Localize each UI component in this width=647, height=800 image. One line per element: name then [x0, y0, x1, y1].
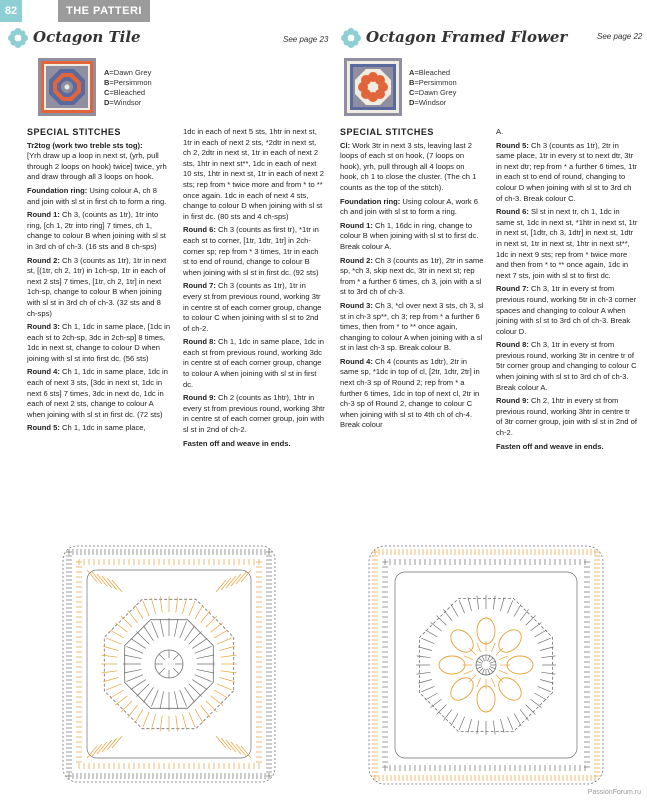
- instruction-text: Ch 2, 1htr in every st from previous round, working 3htr in centre tr of 3tr corner group, join with sl st in 2nd of ch-2.: [496, 396, 637, 438]
- instruction-label: Round 2:: [340, 255, 373, 265]
- left-see-page: See page 23: [283, 35, 329, 44]
- instruction-label: Round 3:: [27, 322, 60, 332]
- instruction-label: Round 7:: [496, 284, 529, 294]
- instruction-text: Ch 3 (counts as 1tr), 1tr in next st, [(1tr, ch 2, 1tr) in 1ch-sp, 1tr in each of next 2 sts] 7 times, [1tr, ch 2, 1tr] in next 1ch-sp, change to colour B when joining with sl st in 3rd ch of ch-3. (32 sts and 8 ch-sps): [27, 255, 167, 318]
- instruction-paragraph: [340, 357, 484, 431]
- right-pattern-title: Octagon Framed Flower: [366, 28, 568, 46]
- key-d: D=Windsor: [409, 98, 447, 107]
- flower-icon: [340, 27, 362, 49]
- inner-sts: [123, 618, 215, 710]
- frame-sts: [416, 595, 556, 735]
- instruction-label: Round 4:: [340, 356, 373, 366]
- instruction-text: Ch 3, 1tr in every st from previous round, working 3tr in centre tr of 5tr corner group and changing to colour C when joining with sl st to 3rd ch of ch-3. Break colour A.: [496, 340, 637, 392]
- instruction-text: Ch 3, 1tr in every st from previous round, working 5tr in ch-3 corner spaces and changing to colour A when joining with sl st to 3rd ch of ch-3. Break colour D.: [496, 284, 637, 336]
- left-instructions-col1: [27, 127, 171, 434]
- instruction-paragraph: [27, 210, 171, 252]
- instruction-label: Round 4:: [27, 367, 60, 377]
- instruction-label: Tr2tog (work two treble sts tog):: [27, 140, 143, 150]
- instruction-text: Ch 4 (counts as 1dtr), 2tr in same sp, *1dc in top of cl, [2tr, 1dtr, 2tr] in next ch-3 sp of Round 2; rep from * a further 6 times, 1dc in top of next cl, 2tr in ch-3 sp of Round 2, change to colour C when joining with sl st to 4th ch of ch-4. Break colour: [340, 356, 480, 430]
- instruction-paragraph: [27, 423, 171, 434]
- top-bar: [0, 0, 647, 22]
- key-a: A=Bleached: [409, 68, 451, 77]
- instruction-text: Ch 3, *cl over next 3 sts, ch 3, sl st in ch-3 sp**, ch 3; rep from * a further 6 times, then from * to ** once again, changing to colour A when joining with a sl st in last ch-3 sp. Break colour B.: [340, 300, 484, 353]
- instruction-paragraph: [27, 141, 171, 152]
- instruction-label: Round 1:: [340, 220, 373, 230]
- right-instructions-col1: [340, 127, 484, 431]
- outer-ticks: [66, 549, 272, 779]
- octagon-tile-swatch: [38, 58, 96, 116]
- instruction-text: Sl st in next tr, ch 1, 1dc in same st, 1dc in next st, *1htr in next st, 1tr in next st, [1dtr, ch 3, 1dtr] in next st, 1dtr in next st, 1tr in next st, 1htr in next st**, 1dc in next 9 sts; rep from * twice more and then from * to ** once again, 1dc in next 7 sts, join with sl st to first dc.: [496, 207, 638, 280]
- paragraph-list: [496, 127, 638, 452]
- key-d: D=Windsor: [104, 98, 142, 107]
- instruction-paragraph: [183, 127, 325, 222]
- instruction-paragraph: [340, 301, 484, 354]
- instruction-label: Round 9:: [183, 393, 216, 403]
- instruction-label: Round 2:: [27, 255, 60, 265]
- instruction-paragraph: [340, 141, 484, 194]
- watermark: PassionForum.ru: [587, 789, 641, 796]
- paragraph-list: [340, 141, 484, 431]
- instruction-label: Foundation ring:: [340, 196, 401, 206]
- instruction-paragraph: [496, 141, 638, 205]
- instruction-paragraph: [27, 367, 171, 420]
- instruction-text: Ch 3 (counts as 1tr), 2tr in same place, 1tr in every st to next dtr, 3tr in next dtr; rep from * a further 6 times, 1tr in each st to end of round, changing to colour D when joining with sl st to 3rd ch of ch-3. Break colour C.: [496, 140, 637, 203]
- instruction-text: Ch 1, 1dc in same place, [1dc in each st to 2ch-sp, 3dc in 2ch-sp] 8 times, 1dc in next st, change to colour D when joining with sl st into first dc. (56 sts): [27, 322, 171, 363]
- instruction-label: Round 6:: [496, 207, 529, 217]
- instruction-text: Ch 3, (counts as 1tr), 1tr into ring, [ch 1, 2tr into ring] 7 times, ch 1, change to colour B when joining with sl st in 3rd ch of ch-3. (16 sts and 8 ch-sps): [27, 210, 166, 251]
- paragraph-list: [183, 127, 325, 449]
- instruction-paragraph: [27, 322, 171, 364]
- instruction-label: Round 8:: [183, 337, 216, 347]
- instruction-paragraph: [183, 439, 325, 450]
- instruction-label: Round 1:: [27, 210, 60, 220]
- outer-round: [369, 546, 603, 784]
- left-instructions-col2: [183, 127, 325, 449]
- octagon-tile-chart: [57, 540, 281, 788]
- instruction-label: Round 9:: [496, 396, 529, 406]
- instruction-paragraph: [340, 221, 484, 253]
- page-number: 82: [0, 0, 22, 22]
- instruction-text: Ch 1, 1dc in same place, 1dc in each of next 3 sts, [3dc in next st, 1dc in next 6 sts] 7 times, 3dc in next dc, 1dc in each of next 2 sts, change to colour A when joining with sl st in first dc. (72 sts): [27, 367, 168, 419]
- instruction-text: A.: [496, 127, 504, 136]
- instruction-label: Foundation ring:: [27, 185, 88, 195]
- instruction-paragraph: [340, 256, 484, 298]
- instruction-text: Ch 1, 1dc in same place, 1dc in each st from previous round, working 3dc in centre st of each corner group, change to colour A when joining with sl st in first dc.: [183, 337, 324, 389]
- instruction-paragraph: [27, 186, 171, 207]
- instruction-text: [Yrh draw up a loop in next st, (yrh, pull through 2 loops on hook) twice] twice, yrh and draw through all 3 loops on hook.: [27, 151, 167, 182]
- instruction-paragraph: [496, 284, 638, 337]
- key-b: B=Persimmon: [104, 78, 152, 87]
- instruction-label: Cl:: [340, 140, 351, 150]
- key-c: C=Dawn Grey: [409, 88, 457, 97]
- key-b: B=Persimmon: [409, 78, 457, 87]
- instruction-paragraph: [496, 396, 638, 438]
- instruction-label: Round 7:: [183, 281, 216, 291]
- section-label: THE PATTERI: [58, 0, 150, 22]
- right-see-page: See page 22: [597, 32, 643, 41]
- instruction-label: Round 5:: [27, 423, 60, 433]
- instruction-paragraph: [496, 340, 638, 393]
- instruction-label: Round 8:: [496, 340, 529, 350]
- instruction-text: Using colour A, ch 8 and join with sl st in first ch to form a ring.: [27, 185, 167, 206]
- instruction-text: Ch 3 (counts as 1tr), 2tr in same sp, *ch 3, skip next dc, 3tr in next st; rep from * a further 6 times, ch 3, join with a sl st to 3rd ch of ch-3.: [340, 255, 484, 297]
- outer-round: [63, 546, 275, 782]
- right-instructions-col2: [496, 127, 638, 452]
- paragraph-list: [27, 141, 171, 434]
- ring-sts: [155, 650, 183, 678]
- instruction-paragraph: [27, 151, 171, 183]
- instruction-text: Work 3tr in next 3 sts, leaving last 2 loops of each st on hook, (7 loops on hook), yrh, pull through all 4 loops on hook, ch 1 to close the cluster. (The ch 1 counts as the top of the stitch).: [340, 140, 477, 192]
- instruction-label: Fasten off and weave in ends.: [496, 441, 604, 451]
- instruction-paragraph: [27, 256, 171, 320]
- instruction-paragraph: [183, 393, 325, 435]
- flower-icon: [7, 27, 29, 49]
- instruction-label: Round 3:: [340, 300, 373, 310]
- ring-sts: [476, 655, 496, 675]
- instruction-text: Ch 3 (counts as first tr), *1tr in each st to corner, [1tr, 1dtr, 1tr] in 2ch-corner sp; rep from * 3 times, 1tr in each st to end of round, change to colour B when joining with sl st in first dc. (92 sts): [183, 225, 319, 277]
- instruction-paragraph: [496, 127, 638, 138]
- instruction-label: Round 6:: [183, 225, 216, 235]
- instruction-label: Round 5:: [496, 140, 529, 150]
- octagon-sts: [101, 596, 237, 732]
- instruction-text: Ch 1, 1dc in same place,: [59, 423, 146, 433]
- instruction-text: Ch 2 (counts as 1htr), 1htr in every st from previous round, working 3htr in centre st of each corner group, join with sl st in 2nd of ch-2.: [183, 393, 325, 435]
- instruction-paragraph: [340, 197, 484, 218]
- instruction-text: 1dc in each of next 5 sts, 1htr in next st, 1tr in each of next 2 sts, *2dtr in next st, ch 2, 2dtr in next st, 1tr in each of next 2 sts, 1htr in next st**, 1dc in each of next 10 sts, 1htr in next st, 1tr in each of next 2 sts; rep from * twice more and from * to ** once again. 1dc in each of next 4 sts, change to colour D when joining with sl st in first dc. (80 sts and 4 ch-sps): [183, 127, 324, 221]
- right-colour-key: [409, 68, 457, 108]
- instruction-text: Ch 1, 16dc in ring, change to colour B when joining with sl st to first dc. Break colour A.: [340, 220, 479, 251]
- instruction-paragraph: [496, 442, 638, 453]
- middle-ticks: [382, 559, 590, 771]
- instruction-paragraph: [183, 225, 325, 278]
- instruction-label: Fasten off and weave in ends.: [183, 438, 291, 448]
- octagon-flower-swatch: [344, 58, 402, 116]
- key-a: A=Dawn Grey: [104, 68, 152, 77]
- special-stitches-heading: SPECIAL STITCHES: [27, 127, 121, 137]
- instruction-paragraph: [183, 281, 325, 334]
- special-stitches-heading: SPECIAL STITCHES: [340, 127, 434, 137]
- octagon-flower-chart: [363, 540, 609, 790]
- left-colour-key: [104, 68, 152, 108]
- flower-petals: [439, 618, 533, 712]
- key-c: C=Bleached: [104, 88, 146, 97]
- instruction-paragraph: [496, 207, 638, 281]
- left-pattern-title: Octagon Tile: [33, 28, 141, 46]
- instruction-text: Using colour A, work 6 ch and join with sl st to form a ring.: [340, 196, 478, 217]
- cluster-sts: [462, 641, 510, 689]
- instruction-text: Ch 3 (counts as 1tr), 1tr in every st from previous round, working 3tr in centre st of each corner group, change to colour C when joining with sl st to 2nd of ch-2.: [183, 281, 322, 333]
- outer-ticks: [372, 549, 600, 781]
- instruction-paragraph: [183, 337, 325, 390]
